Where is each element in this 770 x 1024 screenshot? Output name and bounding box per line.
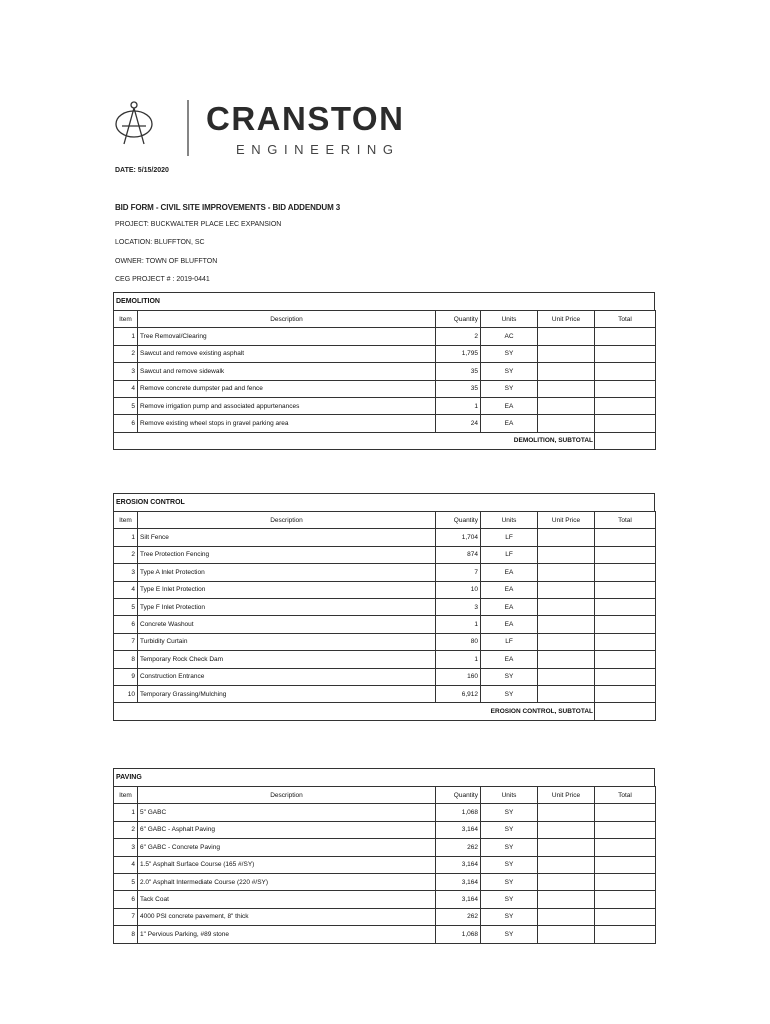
item-quantity: 1 [436, 397, 481, 414]
table-row [114, 345, 656, 362]
table-row [114, 821, 656, 838]
col-total-header: Total [595, 311, 656, 328]
item-quantity: 35 [436, 363, 481, 380]
item-units: EA [481, 397, 538, 414]
table-row [114, 598, 656, 615]
item-number: 1 [114, 804, 138, 821]
compass-logo-icon [112, 96, 412, 162]
total-field[interactable] [595, 821, 656, 838]
item-units: SY [481, 891, 538, 908]
item-description: 4000 PSI concrete pavement, 8" thick [138, 908, 436, 925]
table-row [114, 839, 656, 856]
item-quantity: 1 [436, 651, 481, 668]
demolition-section [113, 292, 655, 450]
bid-date: DATE: 5/15/2020 [115, 167, 169, 174]
item-number: 8 [114, 926, 138, 943]
col-units-header: Units [481, 311, 538, 328]
unit-price-field[interactable] [538, 804, 595, 821]
total-field[interactable] [595, 397, 656, 414]
item-description: Sawcut and remove existing asphalt [138, 345, 436, 362]
section-title: PAVING [113, 768, 655, 786]
item-units: SY [481, 804, 538, 821]
item-units: LF [481, 633, 538, 650]
item-number: 2 [114, 821, 138, 838]
total-field[interactable] [595, 363, 656, 380]
item-quantity: 10 [436, 581, 481, 598]
item-number: 9 [114, 668, 138, 685]
table-header-row [114, 311, 656, 328]
table-row [114, 529, 656, 546]
item-number: 3 [114, 564, 138, 581]
item-quantity: 1 [436, 616, 481, 633]
col-description-header: Description [138, 787, 436, 804]
table-row [114, 668, 656, 685]
item-units: SY [481, 685, 538, 702]
item-number: 5 [114, 397, 138, 414]
item-number: 5 [114, 873, 138, 890]
unit-price-field[interactable] [538, 633, 595, 650]
col-quantity-header: Quantity [436, 787, 481, 804]
unit-price-field[interactable] [538, 926, 595, 943]
unit-price-field[interactable] [538, 598, 595, 615]
unit-price-field[interactable] [538, 328, 595, 345]
unit-price-field[interactable] [538, 651, 595, 668]
item-number: 1 [114, 529, 138, 546]
project-line: PROJECT: BUCKWALTER PLACE LEC EXPANSION [115, 221, 282, 228]
col-total-header: Total [595, 512, 656, 529]
location-line: LOCATION: BLUFFTON, SC [115, 239, 205, 246]
total-field[interactable] [595, 685, 656, 702]
item-units: SY [481, 926, 538, 943]
col-item-header: Item [114, 311, 138, 328]
item-description: Temporary Rock Check Dam [138, 651, 436, 668]
item-quantity: 874 [436, 546, 481, 563]
item-units: EA [481, 598, 538, 615]
item-description: Remove irrigation pump and associated appurtenances [138, 397, 436, 414]
unit-price-field[interactable] [538, 616, 595, 633]
item-number: 7 [114, 633, 138, 650]
item-quantity: 80 [436, 633, 481, 650]
unit-price-field[interactable] [538, 546, 595, 563]
item-units: SY [481, 821, 538, 838]
table-row [114, 908, 656, 925]
unit-price-field[interactable] [538, 685, 595, 702]
item-units: EA [481, 651, 538, 668]
total-field[interactable] [595, 415, 656, 432]
section-title: DEMOLITION [113, 292, 655, 310]
total-field[interactable] [595, 345, 656, 362]
item-number: 6 [114, 616, 138, 633]
col-description-header: Description [138, 512, 436, 529]
unit-price-field[interactable] [538, 564, 595, 581]
table-row [114, 397, 656, 414]
item-units: EA [481, 616, 538, 633]
col-description-header: Description [138, 311, 436, 328]
col-item-header: Item [114, 512, 138, 529]
table-row [114, 891, 656, 908]
subtotal-row [114, 432, 656, 449]
item-number: 6 [114, 891, 138, 908]
total-field[interactable] [595, 529, 656, 546]
unit-price-field[interactable] [538, 581, 595, 598]
total-field[interactable] [595, 598, 656, 615]
item-units: SY [481, 668, 538, 685]
total-field[interactable] [595, 856, 656, 873]
item-quantity: 24 [436, 415, 481, 432]
table-row [114, 685, 656, 702]
table-row [114, 581, 656, 598]
item-description: Construction Entrance [138, 668, 436, 685]
col-units-header: Units [481, 787, 538, 804]
total-field[interactable] [595, 581, 656, 598]
item-quantity: 1,068 [436, 804, 481, 821]
item-description: Remove concrete dumpster pad and fence [138, 380, 436, 397]
item-quantity: 3,164 [436, 856, 481, 873]
item-quantity: 1,795 [436, 345, 481, 362]
item-description: 1" Pervious Parking, #89 stone [138, 926, 436, 943]
unit-price-field[interactable] [538, 908, 595, 925]
item-number: 3 [114, 839, 138, 856]
item-description: Remove existing wheel stops in gravel parking area [138, 415, 436, 432]
item-number: 7 [114, 908, 138, 925]
col-unit-price-header: Unit Price [538, 311, 595, 328]
col-quantity-header: Quantity [436, 512, 481, 529]
item-quantity: 2 [436, 328, 481, 345]
table-row [114, 804, 656, 821]
subtotal-total-field[interactable] [595, 432, 656, 449]
total-field[interactable] [595, 328, 656, 345]
item-number: 2 [114, 546, 138, 563]
item-number: 1 [114, 328, 138, 345]
col-total-header: Total [595, 787, 656, 804]
item-number: 8 [114, 651, 138, 668]
item-units: LF [481, 529, 538, 546]
item-description: Tree Removal/Clearing [138, 328, 436, 345]
item-units: SY [481, 873, 538, 890]
item-quantity: 35 [436, 380, 481, 397]
item-quantity: 262 [436, 908, 481, 925]
item-quantity: 1,068 [436, 926, 481, 943]
item-units: SY [481, 908, 538, 925]
unit-price-field[interactable] [538, 380, 595, 397]
unit-price-field[interactable] [538, 856, 595, 873]
item-number: 5 [114, 598, 138, 615]
table-row [114, 564, 656, 581]
svg-text:ENGINEERING: ENGINEERING [236, 142, 400, 157]
subtotal-label: DEMOLITION, SUBTOTAL [114, 432, 595, 449]
total-field[interactable] [595, 926, 656, 943]
total-field[interactable] [595, 668, 656, 685]
item-units: SY [481, 345, 538, 362]
item-description: Turbidity Curtain [138, 633, 436, 650]
table-row [114, 415, 656, 432]
item-units: EA [481, 581, 538, 598]
paving-section [113, 768, 655, 944]
item-description: Temporary Grassing/Mulching [138, 685, 436, 702]
subtotal-row [114, 703, 656, 720]
unit-price-field[interactable] [538, 415, 595, 432]
table-row [114, 651, 656, 668]
item-number: 4 [114, 380, 138, 397]
table-row [114, 380, 656, 397]
total-field[interactable] [595, 839, 656, 856]
item-units: EA [481, 564, 538, 581]
erosion-control-table [113, 511, 656, 721]
table-row [114, 546, 656, 563]
unit-price-field[interactable] [538, 529, 595, 546]
total-field[interactable] [595, 908, 656, 925]
col-units-header: Units [481, 512, 538, 529]
item-description: Tack Coat [138, 891, 436, 908]
item-number: 10 [114, 685, 138, 702]
item-description: 6" GABC - Concrete Paving [138, 839, 436, 856]
unit-price-field[interactable] [538, 839, 595, 856]
table-row [114, 616, 656, 633]
total-field[interactable] [595, 873, 656, 890]
total-field[interactable] [595, 616, 656, 633]
item-description: 1.5" Asphalt Surface Course (165 #/SY) [138, 856, 436, 873]
item-number: 3 [114, 363, 138, 380]
table-row [114, 856, 656, 873]
unit-price-field[interactable] [538, 363, 595, 380]
total-field[interactable] [595, 546, 656, 563]
demolition-table [113, 310, 656, 450]
item-description: 2.0" Asphalt Intermediate Course (220 #/SY) [138, 873, 436, 890]
col-item-header: Item [114, 787, 138, 804]
unit-price-field[interactable] [538, 821, 595, 838]
table-row [114, 926, 656, 943]
section-title: EROSION CONTROL [113, 493, 655, 511]
col-quantity-header: Quantity [436, 311, 481, 328]
item-quantity: 3 [436, 598, 481, 615]
total-field[interactable] [595, 891, 656, 908]
unit-price-field[interactable] [538, 397, 595, 414]
item-quantity: 7 [436, 564, 481, 581]
total-field[interactable] [595, 633, 656, 650]
owner-line: OWNER: TOWN OF BLUFFTON [115, 258, 218, 265]
item-quantity: 262 [436, 839, 481, 856]
unit-price-field[interactable] [538, 891, 595, 908]
item-quantity: 3,164 [436, 891, 481, 908]
item-description: Concrete Washout [138, 616, 436, 633]
subtotal-label: EROSION CONTROL, SUBTOTAL [114, 703, 595, 720]
item-number: 4 [114, 856, 138, 873]
item-units: SY [481, 839, 538, 856]
subtotal-total-field[interactable] [595, 703, 656, 720]
ceg-project-line: CEG PROJECT # : 2019-0441 [115, 276, 210, 283]
item-units: LF [481, 546, 538, 563]
item-quantity: 3,164 [436, 873, 481, 890]
item-units: SY [481, 363, 538, 380]
table-header-row [114, 512, 656, 529]
item-number: 2 [114, 345, 138, 362]
unit-price-field[interactable] [538, 345, 595, 362]
item-units: EA [481, 415, 538, 432]
item-quantity: 1,704 [436, 529, 481, 546]
item-quantity: 6,912 [436, 685, 481, 702]
item-description: Tree Protection Fencing [138, 546, 436, 563]
page-title: BID FORM - CIVIL SITE IMPROVEMENTS - BID ADDENDUM 3 [115, 203, 341, 212]
col-unit-price-header: Unit Price [538, 512, 595, 529]
item-units: AC [481, 328, 538, 345]
table-row [114, 873, 656, 890]
item-quantity: 160 [436, 668, 481, 685]
table-header-row [114, 787, 656, 804]
erosion-control-section [113, 493, 655, 721]
svg-text:CRANSTON: CRANSTON [206, 100, 405, 137]
item-description: Silt Fence [138, 529, 436, 546]
unit-price-field[interactable] [538, 668, 595, 685]
paving-table [113, 786, 656, 944]
total-field[interactable] [595, 804, 656, 821]
col-unit-price-header: Unit Price [538, 787, 595, 804]
item-units: SY [481, 856, 538, 873]
total-field[interactable] [595, 651, 656, 668]
total-field[interactable] [595, 564, 656, 581]
cranston-logo [112, 96, 412, 162]
total-field[interactable] [595, 380, 656, 397]
table-row [114, 328, 656, 345]
item-number: 6 [114, 415, 138, 432]
item-description: Type E Inlet Protection [138, 581, 436, 598]
item-description: 5" GABC [138, 804, 436, 821]
item-description: 6" GABC - Asphalt Paving [138, 821, 436, 838]
unit-price-field[interactable] [538, 873, 595, 890]
table-row [114, 363, 656, 380]
item-quantity: 3,164 [436, 821, 481, 838]
table-row [114, 633, 656, 650]
item-units: SY [481, 380, 538, 397]
item-description: Type A Inlet Protection [138, 564, 436, 581]
item-description: Sawcut and remove sidewalk [138, 363, 436, 380]
item-number: 4 [114, 581, 138, 598]
item-description: Type F Inlet Protection [138, 598, 436, 615]
